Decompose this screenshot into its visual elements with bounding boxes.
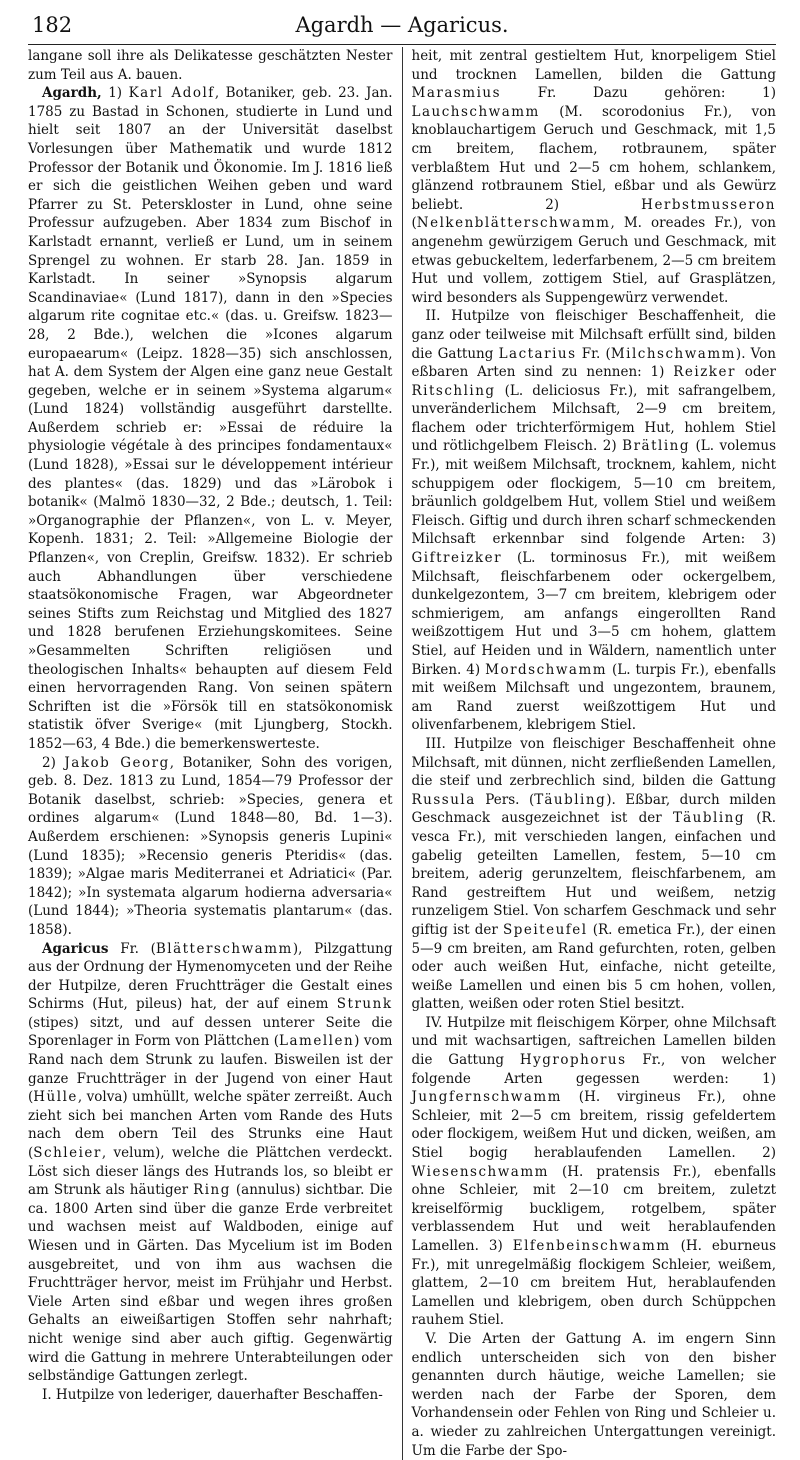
continued-paragraph	[412, 47, 777, 307]
spaced-term: Russula	[411, 791, 476, 808]
spaced-term: Marasmius	[411, 85, 502, 102]
paragraph	[28, 754, 393, 940]
spaced-term: Schleier	[33, 1145, 102, 1162]
text-run: ). Eßbar, durch milden Geschmack ausgezeichnet ist der	[411, 791, 776, 827]
text-run: 2)	[42, 754, 65, 771]
text-run: 1)	[101, 85, 129, 102]
text-run: ). Von eßbaren Arten sind zu nennen: 1)	[411, 345, 777, 381]
text-run: langane soll ihre als Delikatesse geschätzten Nester zum Teil aus A. bauen.	[28, 48, 393, 83]
text-run: Fr. (	[576, 345, 611, 362]
spaced-term: Jakob Georg	[64, 754, 170, 771]
text-run: (L. torminosus Fr.), mit weißem Milchsaft, fleischfarbenem oder ockergelbem, dunkelgezontem, 3—7 cm breitem, klebrigem oder schmierigem, am anfangs eingerollten Rand weißzottigem Hut und 3—5 cm hohem, glattem Stiel, auf Heiden und in Wäldern, namentlich unter Birken. 4)	[411, 550, 776, 678]
spaced-term: Speiteufel	[502, 921, 588, 938]
text-run: (H. virgineus Fr.), ohne Schleier, mit 2—5 cm breitem, rissig gefeldertem oder flockigem, weißem Hut und dicken, weißen, am Stiel bogig herablaufenden Lamellen. 2)	[411, 1089, 776, 1162]
continued-paragraph	[28, 47, 393, 84]
paragraph	[412, 1330, 777, 1460]
spaced-term: Nelkenblätterschwamm	[416, 215, 611, 232]
spaced-term: Hülle	[33, 1089, 78, 1106]
text-run: IV. Hutpilze mit fleischigem Körper, ohne Milchsaft und mit wachsartigen, saftreichen Lamellen bilden die Gattung	[411, 1014, 776, 1069]
headword: Agaricus	[42, 940, 109, 957]
text-run: Fr., von welcher folgende Arten gegessen werden: 1)	[411, 1052, 776, 1087]
text-run: I. Hutpilze von lederiger, dauerhafter Beschaffen-	[42, 1386, 383, 1403]
text-run: (M. scorodonius Fr.), von knoblauchartigem Geruch und Geschmack, mit 1,5 cm breitem, flachem, rotbraunem, später verblaßtem Hut und 2—5 cm hohem, schlankem, glänzend rotbraunem Stiel, eßbar und als Gewürz beliebt. 2)	[411, 103, 776, 213]
text-run: heit, mit zentral gestieltem Hut, knorpeligem Stiel und trocknen Lamellen, bilden die Gattung	[411, 48, 776, 83]
lexicon-entry	[28, 84, 393, 753]
text-run: Pers. (	[475, 791, 535, 808]
lexicon-entry	[28, 940, 393, 1386]
running-title: Agardh — Agaricus.	[295, 13, 509, 37]
text-run: (H. eburneus Fr.), mit unregelmäßig flockigem Schleier, weißem, glattem, 2—10 cm breitem Hut, herablaufenden Lamellen und klebrigem, oben durch Schüppchen rauhem Stiel.	[411, 1238, 776, 1329]
paragraph	[412, 735, 777, 1014]
spaced-term: Brätling	[622, 438, 690, 455]
text-run: , M. oreades Fr.), von angenehm gewürzigem Geruch und Geschmack, mit etwas gebuckeltem, lederfarbenem, 2—5 cm breitem Hut und vollem, zottigem Stiel, auf Grasplätzen, wird besonders als Suppengewürz verwendet.	[411, 215, 776, 306]
spaced-term: Wiesenschwamm	[411, 1163, 549, 1180]
running-head	[28, 8, 776, 45]
spaced-term: Lactarius	[498, 345, 577, 362]
text-run: ), Pilzgattung aus der Ordnung der Hymenomyceten und der Reihe der Hutpilze, deren Fruchtträger die Gestalt eines Schirms (Hut, pileus) hat, der auf einem	[28, 940, 393, 1013]
spaced-term: Lauchschwamm	[411, 103, 540, 120]
text-run: (stipes) sitzt, und auf dessen unterer Seite die Sporenlager in Form von Plättchen (	[28, 1014, 393, 1050]
spaced-term: Täubling	[673, 810, 745, 827]
headword: Agardh,	[42, 85, 102, 102]
spaced-term: Jungfernschwamm	[411, 1089, 562, 1106]
spaced-term: Ritschling	[411, 382, 496, 399]
text-run: (	[411, 215, 417, 232]
text-run: (L. volemus Fr.), mit weißem Milchsaft, trocknem, kahlem, nicht schuppigem oder flockigem, 5—10 cm breitem, bräunlich goldgelbem Hut, vollem Stiel und weißem Fleisch. Giftig und durch ihren scharf schmeckenden Milchsaft erkennbar sind folgende Arten: 3)	[411, 438, 777, 548]
text-run: Fr. Dazu gehören: 1)	[501, 85, 776, 102]
spaced-term: Milchschwamm	[610, 345, 736, 362]
text-run: (L. deliciosus Fr.), mit safrangelbem, unveränderlichem Milchsaft, 2—9 cm breitem, flachem oder trichterförmigem Hut, hohlem Stiel und rötlichgelbem Fleisch. 2)	[411, 382, 776, 455]
left-column	[28, 47, 402, 1460]
text-run: ) vom Rand nach dem Strunk zu laufen. Bisweilen ist der ganze Fruchtträger in der Jugend von einer Haut (	[28, 1033, 393, 1106]
text-run: (R. emetica Fr.), der einen 5—9 cm breiten, am Rand gefurchten, roten, gelben oder auch weißen Hut, einfache, nicht geteilte, weiße Lamellen und einen bis 5 cm hohen, vollen, glatten, weißen oder roten Stiel besitzt.	[411, 921, 776, 1013]
text-run: (H. pratensis Fr.), ebenfalls ohne Schleier, mit 2—10 cm breitem, zuletzt kreiselförmig buckligem, rotgelbem, später verblassendem Hut und weit herablaufenden Lamellen. 3)	[411, 1163, 776, 1254]
text-run: Fr. (	[108, 940, 156, 957]
text-run: , volva) umhüllt, welche später zerreißt. Auch zieht sich bei manchen Arten vom Rande des Huts nach dem obern Teil des Strunks eine Haut (	[28, 1089, 393, 1162]
spaced-term: Strunk	[336, 996, 393, 1013]
right-column	[402, 47, 777, 1460]
spaced-term: Täubling	[534, 791, 607, 808]
text-run: III. Hutpilze von fleischiger Beschaffenheit ohne Milchsaft, mit dünnen, nicht zerfließenden Lamellen, die steif und zerbrechlich sind, bilden die Gattung	[411, 735, 776, 790]
spaced-term: Giftreizker	[411, 550, 503, 567]
spaced-term: Herbstmusseron	[641, 196, 776, 213]
spaced-term: Elfenbeinschwamm	[512, 1238, 671, 1254]
text-run: , velum), welche die Plättchen verdeckt. Löst sich dieser längs des Hutrands los, so bleibt er am Strunk als häutiger	[28, 1145, 393, 1199]
spaced-term: Mordschwamm	[485, 661, 608, 678]
text-run: (L. turpis Fr.), ebenfalls mit weißem Milchsaft und ungezontem, braunem, am Rand zuerst weißzottigem Hut und olivenfarbenem, klebrigem Stiel.	[411, 661, 776, 734]
paragraph	[412, 307, 777, 735]
text-columns	[28, 47, 776, 1460]
paragraph	[28, 1386, 393, 1405]
text-run: (annulus) sichtbar. Die ca. 1800 Arten sind über die ganze Erde verbreitet und wachsen meist auf Waldboden, einige auf Wiesen und in Gärten. Das Mycelium ist im Boden ausgebreitet, und von ihm aus wachsen die Fruchtträger hervor, meist im Frühjahr und Herbst. Viele Arten sind eßbar und wegen ihres großen Gehalts an eiweißartigen Stoffen sehr nahrhaft; nicht wenige sind aber auch giftig. Gegenwärtig wird die Gattung in mehrere Unterabteilungen oder selbständige Gattungen zerlegt.	[28, 1182, 393, 1385]
spaced-term: Reizker	[673, 364, 736, 381]
spaced-term: Hygrophorus	[519, 1052, 627, 1069]
text-run: , Botaniker, geb. 23. Jan. 1785 zu Bastad in Schonen, studierte in Lund und hielt seit 1807 an der Universität daselbst Vorlesungen über Mathematik und wurde 1812 Professor der Botanik und Ökonomie. Im J. 1816 ließ er sich die geistlichen Weihen geben und ward Pfarrer zu St. Peterskloster in Lund, ohne seine Professur aufzugeben. Aber 1834 zum Bischof in Karlstadt ernannt, verließ er Lund, um in seinem Sprengel zu wohnen. Er starb 28. Jan. 1859 in Karlstadt. In seiner »Synopsis algarum Scandinaviae« (Lund 1817), dann in den »Species algarum rite cognitae etc.« (das. u. Greifsw. 1823—28, 2 Bde.), welchen die »Icones algarum europaearum« (Leipz. 1828—35) sich anschlossen, hat A. dem System der Algen eine ganz neue Gestalt gegeben, welche er in seinem »Systema algarum« (Lund 1824) vollständig ausgeführt darstellte. Außerdem schrieb er: »Essai de réduire la physiologie végétale à des principes fondamentaux« (Lund 1828), »Essai sur le développement intérieur des plantes« (das. 1829) und das »Lärobok i botanik« (Malmö 1830—32, 2 Bde.; deutsch, 1. Teil: »Organographie der Pflanzen«, von L. v. Meyer, Kopenh. 1831; 2. Teil: »Allgemeine Biologie der Pflanzen«, von Creplin, Greifsw. 1832). Er schrieb auch Abhandlungen über verschiedene staatsökonomische Fragen, war Abgeordneter seines Stifts zum Reichstag und Mitglied des 1827 und 1828 berufenen Erziehungskomitees. Seine »Gesammelten Schriften religiösen und theologischen Inhalts« behaupten auf diesem Feld einen hervorragenden Rang. Von seinen spätern Schriften ist die »Försök till en statsökonomisk statistik öfver Sverige« (mit Ljungberg, Stockh. 1852—63, 4 Bde.) die bemerkenswerteste.	[28, 85, 393, 752]
text-run: V. Die Arten der Gattung A. im engern Sinn endlich unterscheiden sich von den bisher genannten durch häutige, weiche Lamellen; sie werden nach der Farbe der Sporen, dem Vorhandensein oder Fehlen von Ring und Schleier u. a. wieder zu zahlreichen Untergattungen vereinigt. Um die Farbe der Spo-	[411, 1330, 776, 1459]
spaced-term: Blätterschwamm	[155, 940, 293, 957]
text-run: oder	[735, 364, 776, 381]
text-run: , Botaniker, Sohn des vorigen, geb. 8. Dez. 1813 zu Lund, 1854—79 Professor der Botanik daselbst, schrieb: »Species, genera et ordines algarum« (Lund 1848—80, Bd. 1—3). Außerdem erschienen: »Synopsis generis Lupini« (Lund 1835); »Recensio generis Pteridis« (das. 1839); »Algae maris Mediterranei et Adriatici« (Par. 1842); »In systemata algarum hodierna adversaria« (Lund 1844); »Theoria systematis plantarum« (das. 1858).	[28, 754, 393, 938]
spaced-term: Karl Adolf	[128, 85, 215, 102]
spaced-term: Ring	[193, 1182, 231, 1199]
paragraph	[412, 1014, 777, 1330]
page-number: 182	[32, 13, 73, 37]
spaced-term: Lamellen	[279, 1033, 355, 1050]
text-run: II. Hutpilze von fleischiger Beschaffenheit, die ganz oder teilweise mit Milchsaft erfüllt sind, bilden die Gattung	[411, 308, 776, 362]
text-run: (R. vesca Fr.), mit verschieden langen, einfachen und gabelig geteilten Lamellen, festem, 5—10 cm breitem, aderig gerunzeltem, fleischfarbenem, am Rand gestreiftem Hut und weißem, netzig runzeligem Stiel. Von scharfem Geschmack und sehr giftig ist der	[411, 810, 777, 938]
